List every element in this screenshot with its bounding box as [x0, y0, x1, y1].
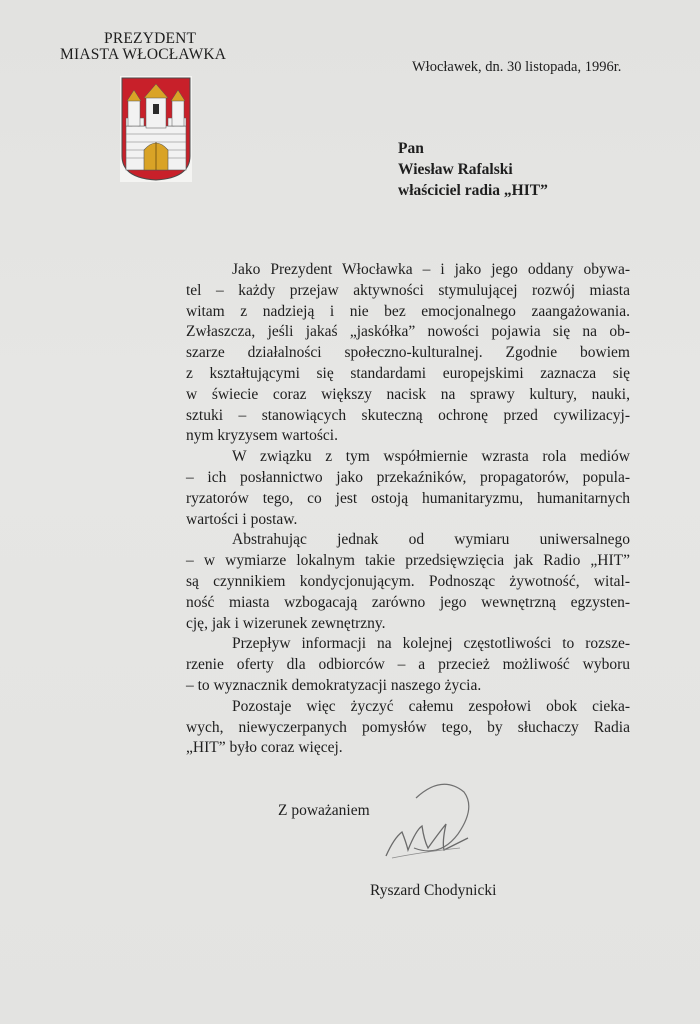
body-line: Pozostaje więc życzyć całemu zespołowi obok cieka-	[232, 697, 630, 715]
body-line: Zwłaszcza, jeśli jakaś „jaskółka” nowości pojawia się na ob-	[186, 323, 630, 341]
closing-phrase: Z poważaniem	[278, 802, 370, 819]
signature-icon	[372, 778, 482, 868]
body-line: Abstrahując jednak od wymiaru uniwersalnego	[232, 531, 630, 549]
body-line: sztuki – stanowiących skuteczną ochronę przed cywilizacyj-	[186, 406, 630, 424]
body-line: w świecie coraz większy nacisk na sprawy kultury, nauki,	[186, 385, 630, 403]
body-line: cję, jak i wizerunek zewnętrzny.	[186, 614, 386, 632]
body-line: „HIT” było coraz więcej.	[186, 739, 343, 757]
body-line: nym kryzysem wartości.	[186, 427, 338, 445]
body-line: szarze działalności społeczno-kulturalnej. Zgodnie bowiem	[186, 344, 630, 362]
body-line: – ich posłannictwo jako przekaźników, propagatorów, popula-	[186, 468, 630, 486]
body-line: tel – każdy przejaw aktywności stymulującej rozwój miasta	[186, 281, 630, 299]
body-line: rzenie oferty dla odbiorców – a przecież możliwość wyboru	[186, 656, 630, 674]
coat-of-arms-icon	[120, 76, 192, 182]
body-line: witam z nadzieją i nie bez emocjonalnego zaangażowania.	[186, 302, 630, 320]
date-line: Włocławek, dn. 30 listopada, 1996r.	[412, 59, 622, 75]
body-line: – to wyznacznik demokratyzacji naszego życia.	[186, 676, 482, 694]
body-line: ryzatorów tego, co jest ostoją humanitaryzmu, humanitarnych	[186, 489, 630, 507]
body-line: wartości i postaw.	[186, 510, 298, 528]
letterhead-subtitle: MIASTA WŁOCŁAWKA	[60, 46, 227, 63]
body-line: Jako Prezydent Włocławka – i jako jego oddany obywa-	[232, 261, 630, 278]
recipient-title: właściciel radia „HIT”	[398, 182, 548, 199]
body-line: Przepływ informacji na kolejnej częstotliwości to rozsze-	[232, 635, 630, 653]
body-line: ność miasta wzbogacają zarówno jego wewnętrzną egzysten-	[186, 593, 630, 611]
recipient-salutation: Pan	[398, 140, 424, 157]
body-line: są czynnikiem kondycjonującym. Podnosząc żywotność, wital-	[186, 572, 630, 590]
signatory-name: Ryszard Chodynicki	[370, 882, 497, 899]
recipient-name: Wiesław Rafalski	[398, 161, 513, 178]
body-line: W związku z tym współmiernie wzrasta rola mediów	[232, 448, 630, 466]
letterhead-title: PREZYDENT	[104, 30, 197, 47]
letter-body	[186, 260, 630, 759]
body-line: z kształtującymi się standardami europejskimi zaznacza się	[186, 364, 630, 382]
body-line: wych, niewyczerpanych pomysłów tego, by słuchaczy Radia	[186, 718, 630, 736]
body-line: – w wymiarze lokalnym takie przedsięwzięcia jak Radio „HIT”	[186, 552, 630, 570]
